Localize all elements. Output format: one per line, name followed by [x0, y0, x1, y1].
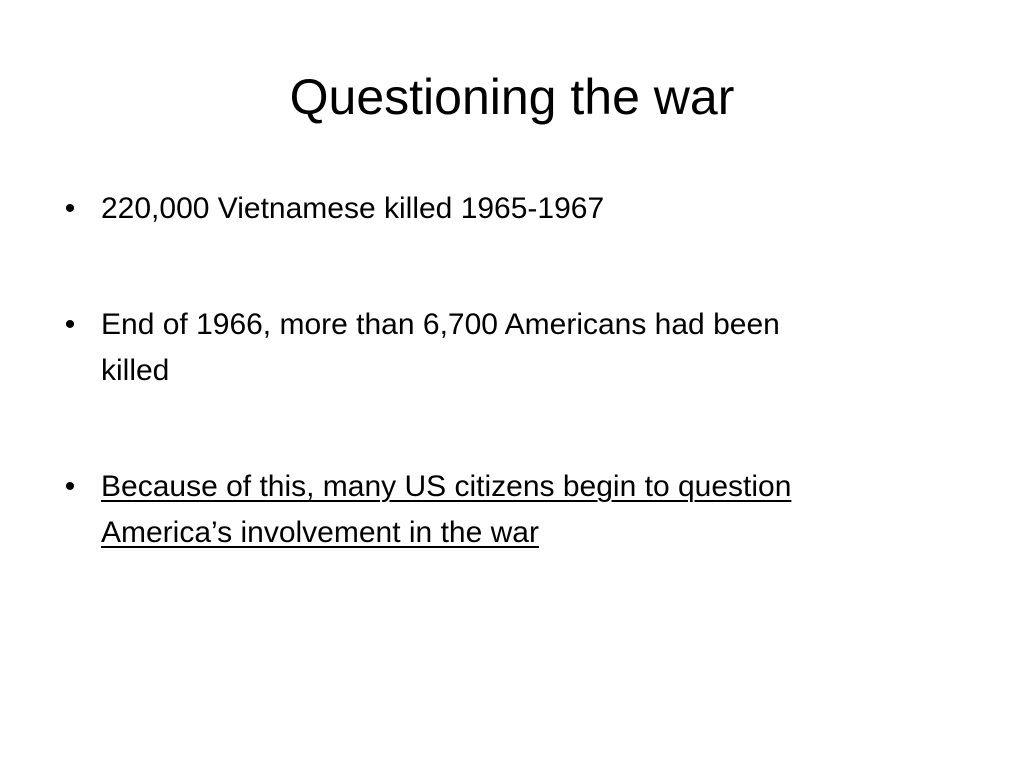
bullet-text-underlined: Because of this, many US citizens begin to question America’s involvement in the war — [101, 470, 792, 549]
bullet-list — [60, 186, 920, 626]
list-item — [60, 186, 920, 232]
bullet-icon: • — [64, 308, 76, 341]
list-item — [60, 464, 821, 556]
slide-title: Questioning the war — [289, 69, 735, 125]
bullet-icon: • — [64, 192, 76, 225]
bullet-text: End of 1966, more than 6,700 Americans had been killed — [101, 308, 780, 387]
bullet-text: 220,000 Vietnamese killed 1965-1967 — [101, 192, 605, 225]
list-item — [60, 302, 831, 394]
bullet-icon: • — [64, 470, 76, 503]
